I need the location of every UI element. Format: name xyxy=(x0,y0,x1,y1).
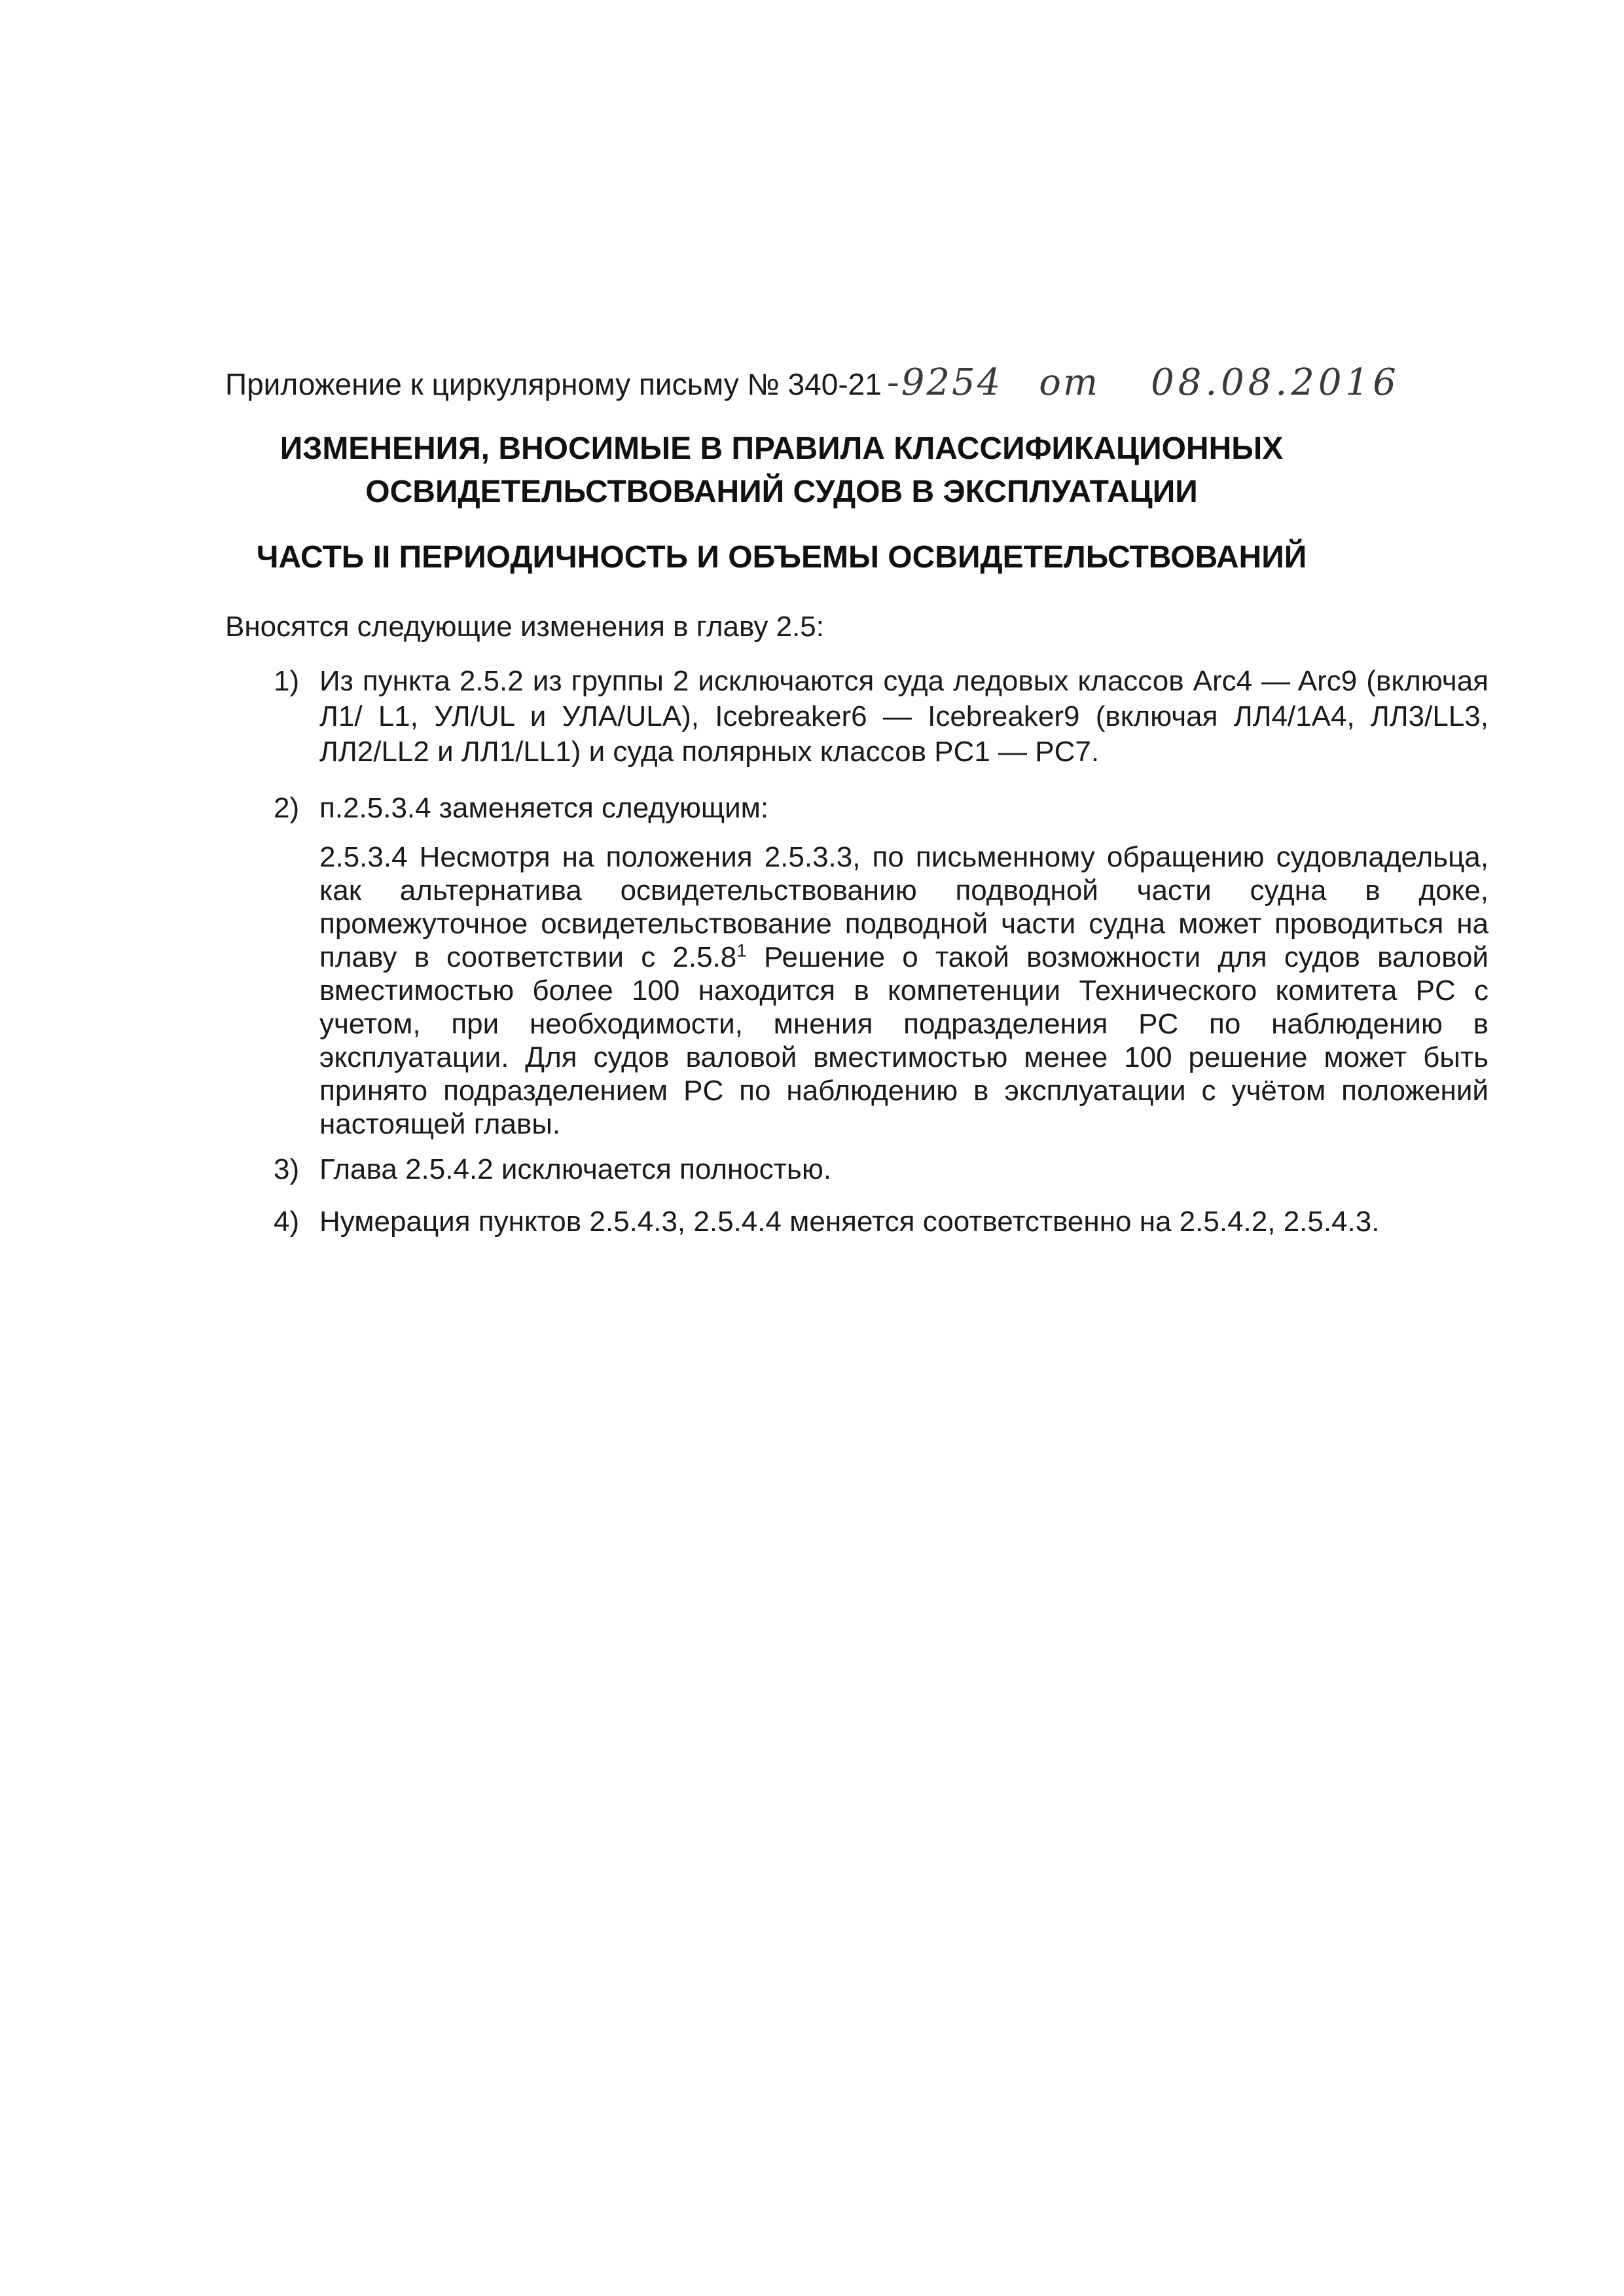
document-title-line-2: ОСВИДЕТЕЛЬСТВОВАНИЙ СУДОВ В ЭКСПЛУАТАЦИИ xyxy=(365,475,1198,509)
replacement-text-part-2: Решение о такой возможности для судов валовой вместимостью более 100 находится в компетенции Технического комитета PC с учетом, при необходимости, мнения подразделения PC по наблюдению в эксплуатации. Для судов валовой вместимостью менее 100 решение может быть принято подразделением PC по наблюдению в эксплуатации с учётом положений настоящей главы. xyxy=(319,941,1489,1140)
intro-paragraph: Вносятся следующие изменения в главу 2.5: xyxy=(225,611,824,643)
appendix-header-printed: Приложение к циркулярному письму № 340-21 xyxy=(225,367,882,401)
list-item-text: Нумерация пунктов 2.5.4.3, 2.5.4.4 меняется соответственно на 2.5.4.2, 2.5.4.3. xyxy=(319,1206,1380,1238)
list-item xyxy=(225,664,1489,775)
replacement-paragraph xyxy=(319,840,1489,1141)
part-title: ЧАСТЬ II ПЕРИОДИЧНОСТЬ И ОБЪЕМЫ ОСВИДЕТЕЛЬСТВОВАНИЙ xyxy=(256,540,1307,575)
list-item-number: 3) xyxy=(274,1153,300,1185)
replacement-text-part-1: 2.5.3.4 Несмотря на положения 2.5.3.3, по письменному обращению судовладельца, как альтернатива освидетельствованию подводной части судна в доке, промежуточное освидетельствование подводной части судна может проводиться на плаву в соответствии с 2.5.8 xyxy=(319,841,1489,973)
handwritten-date: 08.08.2016 xyxy=(1151,361,1400,404)
list-item-text: Глава 2.5.4.2 исключается полностью. xyxy=(319,1153,832,1185)
appendix-header xyxy=(225,353,1508,412)
list-item-number: 2) xyxy=(274,792,300,824)
handwritten-letter-number: -9254 xyxy=(886,361,1003,404)
list-item xyxy=(225,1204,1489,1244)
list-item xyxy=(225,791,1489,830)
list-item-number: 4) xyxy=(274,1206,300,1238)
list-item-number: 1) xyxy=(274,665,300,697)
footnote-superscript: 1 xyxy=(736,940,747,961)
list-item xyxy=(225,1152,1489,1191)
list-item-text: п.2.5.3.4 заменяется следующим: xyxy=(319,792,769,824)
handwritten-ot: от xyxy=(1039,361,1100,404)
list-item-text: Из пункта 2.5.2 из группы 2 исключаются суда ледовых классов Arc4 — Arc9 (включая Л1/ L1, УЛ/UL и УЛА/ULA), Icebreaker6 — Icebreaker9 (включая ЛЛ4/1А4, ЛЛ3/LL3, ЛЛ2/LL2 и ЛЛ1/LL1) и суда полярных классов PC1 — PC7. xyxy=(319,665,1489,768)
document-title-line-1: ИЗМЕНЕНИЯ, ВНОСИМЫЕ В ПРАВИЛА КЛАССИФИКАЦИОННЫХ xyxy=(280,431,1284,466)
